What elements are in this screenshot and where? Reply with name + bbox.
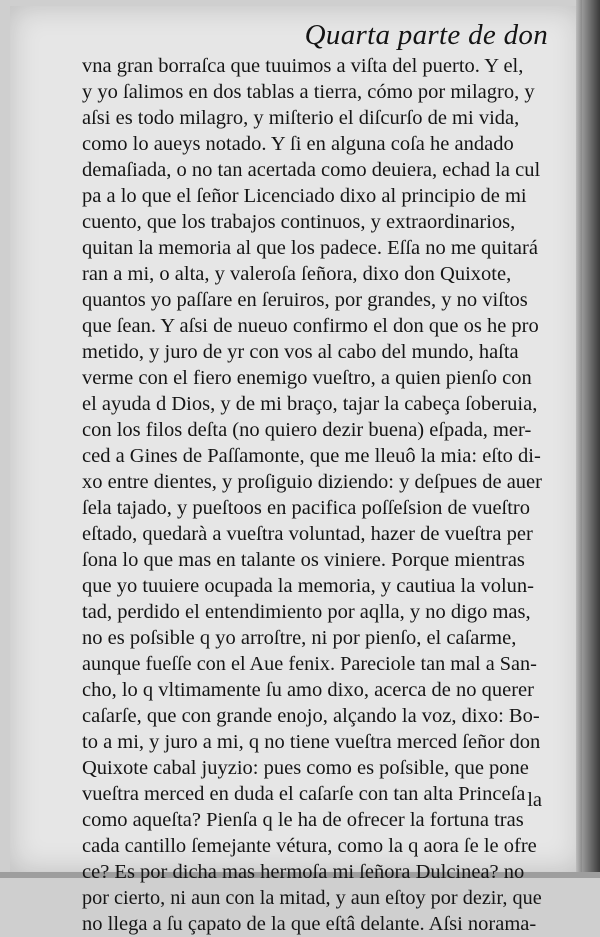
running-title: Quarta parte de don xyxy=(304,19,548,51)
text-line: vueſtra merced en duda el caſarſe con tan alta Princeſa xyxy=(82,783,526,805)
text-line: ſona lo que mas en talante os viniere. Porque mientras xyxy=(82,549,525,571)
text-line: aſsi es todo milagro, y miſterio el diſcurſo de mi vida, xyxy=(82,107,520,129)
text-line: Quixote cabal juyzio: pues como es poſsible, que pone xyxy=(82,757,529,779)
text-line: to a mi, y juro a mi, q no tiene vueſtra merced ſeñor don xyxy=(82,731,541,753)
text-line: ſela tajado, y pueſtoos en pacifica poſſeſsion de vueſtro xyxy=(82,497,531,519)
text-line: como lo aueys notado. Y ſi en alguna coſa he andado xyxy=(82,133,514,155)
text-line: con los filos deſta (no quiero dezir buena) eſpada, mer- xyxy=(82,419,532,441)
text-line: quantos yo paſſare en ſeruiros, por grandes, y no viſtos xyxy=(82,289,528,311)
text-line: quitan la memoria al que los padece. Eſſa no me quitará xyxy=(82,237,538,259)
text-line: pa a lo que el ſeñor Licenciado dixo al principio de mi xyxy=(82,185,527,207)
text-line: metido, y juro de yr con vos al cabo del mundo, haſta xyxy=(82,341,519,363)
text-line: demaſiada, o no tan acertada como deuiera, echad la cul xyxy=(82,159,541,181)
text-line: como aqueſta? Pienſa q le ha de ofrecer la fortuna tras xyxy=(82,809,524,831)
text-line: que yo tuuiere ocupada la memoria, y cautiua la volun- xyxy=(82,575,534,597)
catchword: la xyxy=(527,789,542,811)
text-line: ran a mi, o alta, y valeroſa ſeñora, dixo don Quixote, xyxy=(82,263,512,285)
text-line: vna gran borraſca que tuuimos a viſta del puerto. Y el, xyxy=(82,55,524,77)
text-line: tad, perdido el entendimiento por aqlla, y no digo mas, xyxy=(82,601,531,623)
text-line: caſarſe, que con grande enojo, alçando la voz, dixo: Bo- xyxy=(82,705,540,727)
text-line: no llega a ſu çapato de la que eſtâ delante. Aſsi norama- xyxy=(82,913,537,935)
text-line: xo entre dientes, y proſiguio diziendo: y deſpues de auer xyxy=(82,471,542,493)
text-line: cada cantillo ſemejante vétura, como la q aora ſe le ofre xyxy=(82,835,537,857)
body-text xyxy=(82,53,542,937)
text-line: cho, lo q vltimamente ſu amo dixo, acerca de no querer xyxy=(82,679,534,701)
text-line: aunque fueſſe con el Aue fenix. Pareciole tan mal a San- xyxy=(82,653,537,675)
text-line: cuento, que los trabajos continuos, y extraordinarios, xyxy=(82,211,516,233)
text-line: verme con el fiero enemigo vueſtro, a quien pienſo con xyxy=(82,367,532,389)
text-line: no es poſsible q yo arroſtre, ni por pienſo, el caſarme, xyxy=(82,627,517,649)
text-line: que ſean. Y aſsi de nueuo confirmo el don que os he pro xyxy=(82,315,539,337)
text-line: eſtado, quedarà a vueſtra voluntad, hazer de vueſtra per xyxy=(82,523,533,545)
text-line: el ayuda d Dios, y de mi braço, tajar la cabeça ſoberuia, xyxy=(82,393,538,415)
text-line: ced a Gines de Paſſamonte, que me lleuô la mia: eſto di- xyxy=(82,445,541,467)
text-line: por cierto, ni aun con la mitad, y aun eſtoy por dezir, que xyxy=(82,887,542,909)
book-gutter xyxy=(582,0,600,878)
text-line: ce? Es por dicha mas hermoſa mi ſeñora Dulcinea? no xyxy=(82,861,525,883)
text-line: y yo ſalimos en dos tablas a tierra, cómo por milagro, y xyxy=(82,81,535,103)
